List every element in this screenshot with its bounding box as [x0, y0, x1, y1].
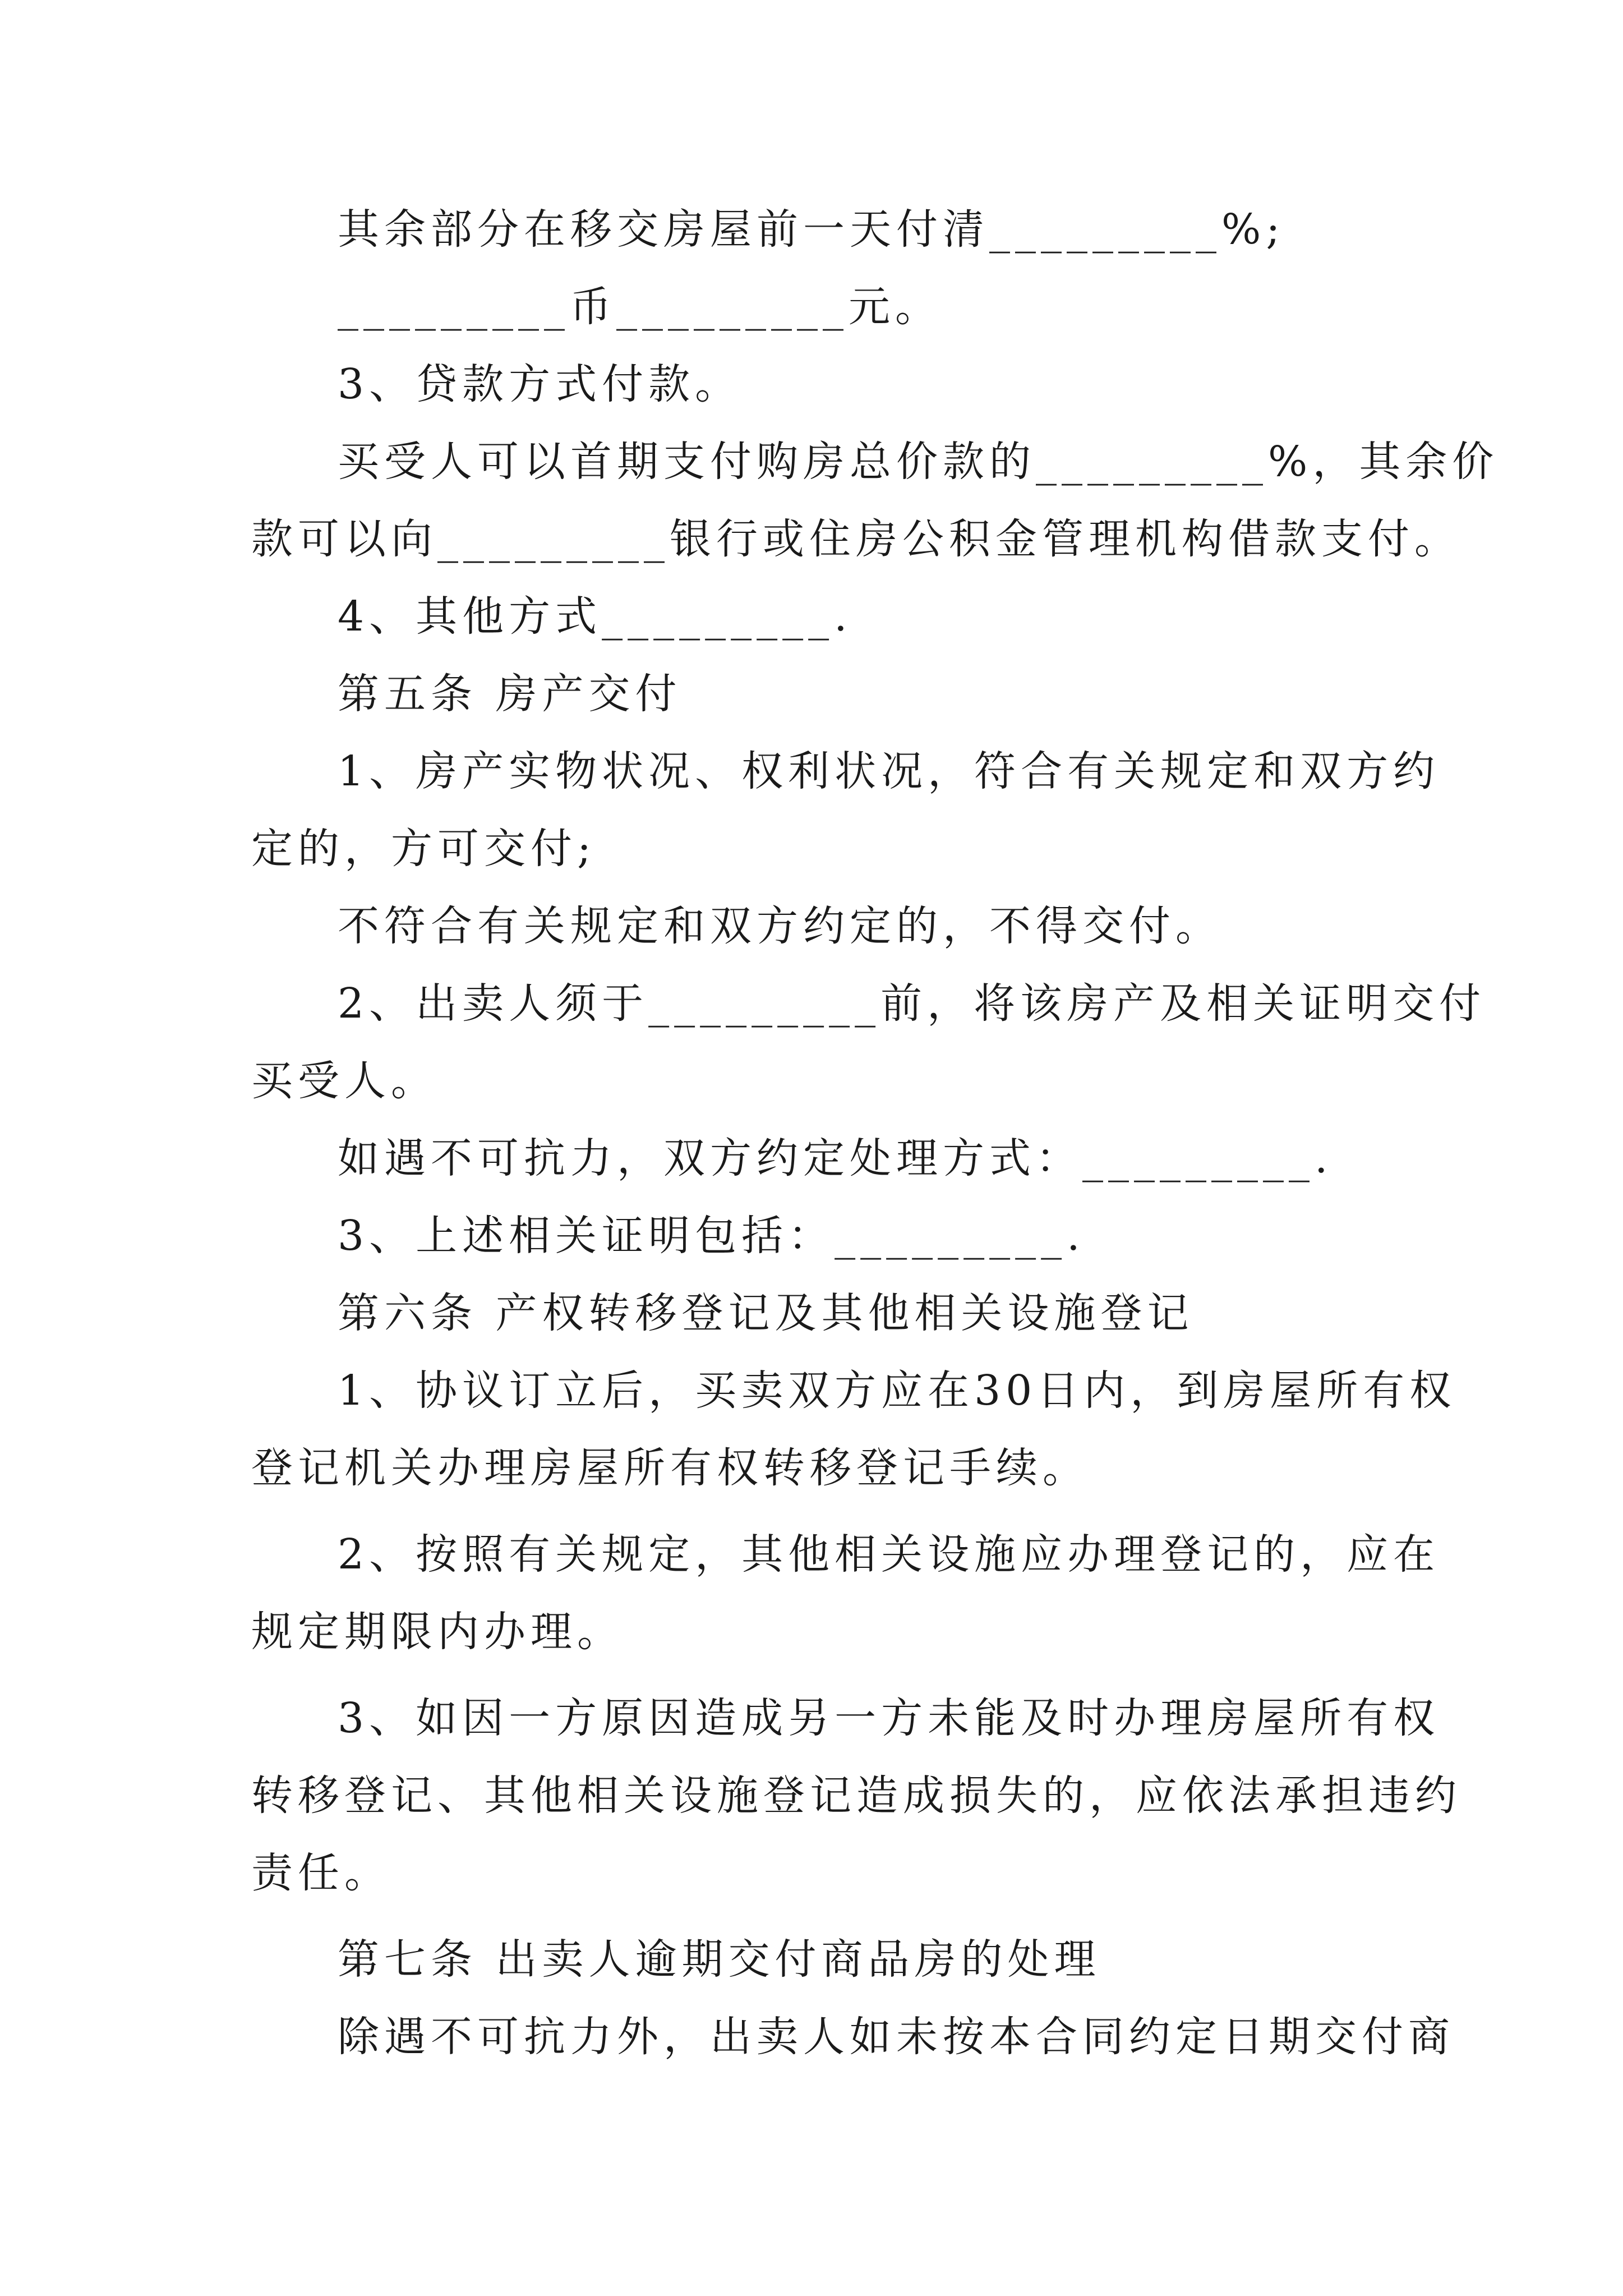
text-line: 2、出卖人须于_________前，将该房产及相关证明交付 — [338, 979, 1486, 1028]
section-heading: 第七条 出卖人逾期交付商品房的处理 — [338, 1935, 1101, 1984]
text-line: 其余部分在移交房屋前一天付清_________%; — [338, 205, 1285, 254]
text-line: 3、如因一方原因造成另一方未能及时办理房屋所有权 — [338, 1694, 1440, 1742]
text-line: 4、其他方式_________. — [338, 592, 852, 641]
text-line: 1、房产实物状况、权利状况，符合有关规定和双方约 — [338, 747, 1440, 795]
text-line: 不符合有关规定和双方约定的，不得交付。 — [338, 902, 1222, 950]
text-line: 责任。 — [251, 1849, 391, 1897]
text-line: _________币_________元。 — [338, 283, 942, 331]
section-heading: 第六条 产权转移登记及其他相关设施登记 — [338, 1289, 1194, 1337]
text-line: 3、上述相关证明包括：_________. — [338, 1212, 1085, 1260]
text-line: 买受人可以首期支付购房总价款的_________%，其余价 — [338, 438, 1499, 486]
text-line: 买受人。 — [251, 1057, 437, 1105]
section-heading: 第五条 房产交付 — [338, 670, 682, 718]
text-line: 款可以向_________银行或住房公积金管理机构借款支付。 — [251, 515, 1461, 563]
text-line: 规定期限内办理。 — [251, 1608, 624, 1656]
text-line: 转移登记、其他相关设施登记造成损失的，应依法承担违约 — [251, 1772, 1461, 1820]
text-line: 登记机关办理房屋所有权转移登记手续。 — [251, 1444, 1089, 1492]
document-body — [251, 191, 1499, 2076]
text-line: 2、按照有关规定，其他相关设施应办理登记的，应在 — [338, 1530, 1440, 1579]
text-line: 如遇不可抗力，双方约定处理方式：_________. — [338, 1134, 1333, 1182]
text-line: 3、贷款方式付款。 — [338, 360, 742, 408]
text-line: 除遇不可抗力外，出卖人如未按本合同约定日期交付商 — [338, 2013, 1455, 2061]
text-line: 定的，方可交付; — [251, 825, 596, 873]
text-line: 1、协议订立后，买卖双方应在30日内，到房屋所有权 — [338, 1366, 1456, 1415]
